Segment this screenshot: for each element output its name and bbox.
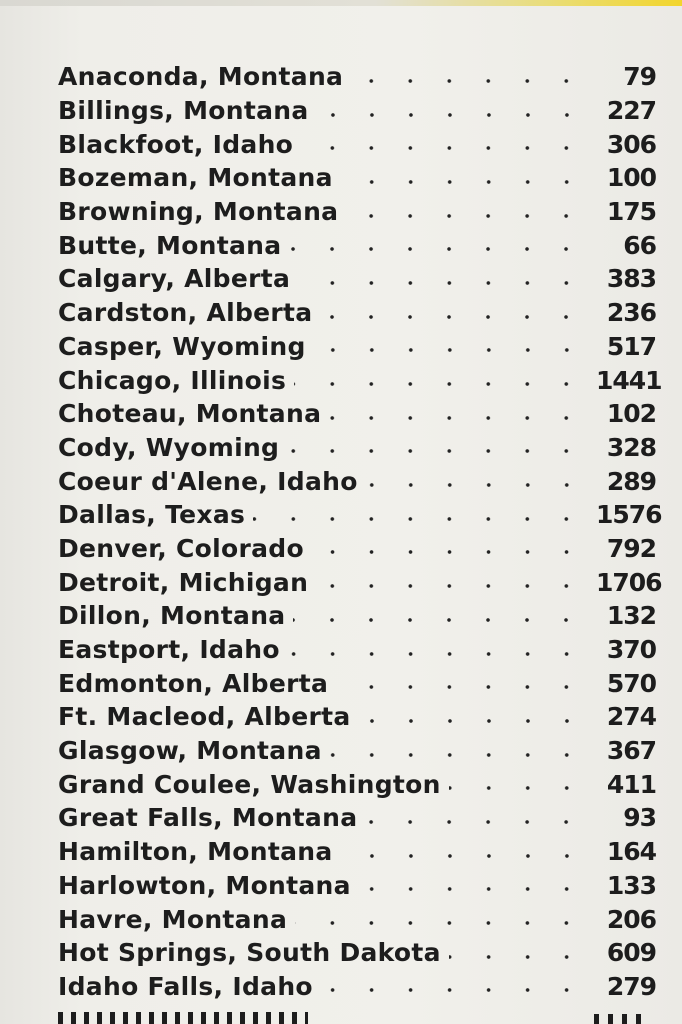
dot-leader	[449, 778, 596, 798]
city-name: Idaho Falls, Idaho	[58, 971, 313, 1001]
dot-leader	[298, 273, 596, 293]
distance-value: 227	[606, 96, 656, 126]
table-row	[58, 700, 656, 734]
cut-off-distance-text	[594, 1014, 650, 1024]
distance-value: 274	[606, 702, 656, 732]
distance-value: 1576	[596, 500, 662, 530]
dot-leader	[312, 542, 596, 562]
cut-off-next-row	[58, 1012, 656, 1024]
cut-off-city-text	[58, 1012, 308, 1024]
table-row	[58, 363, 662, 397]
city-name: Ft. Macleod, Alberta	[58, 702, 351, 732]
table-row	[58, 60, 656, 94]
distance-value: 279	[606, 971, 656, 1001]
dot-leader	[321, 980, 596, 1000]
city-name: Calgary, Alberta	[58, 264, 291, 294]
distance-value: 1706	[596, 567, 662, 597]
dot-leader	[329, 408, 596, 428]
table-row	[58, 869, 656, 903]
distance-value: 79	[623, 62, 656, 92]
city-name: Chicago, Illinois	[58, 365, 287, 395]
dot-leader	[317, 105, 596, 125]
distance-value: 175	[606, 197, 656, 227]
dot-leader	[330, 745, 596, 765]
city-name: Eastport, Idaho	[58, 635, 280, 665]
distance-value: 609	[606, 938, 656, 968]
distance-value: 517	[606, 331, 656, 361]
city-name: Detroit, Michigan	[58, 567, 309, 597]
distance-value: 792	[606, 533, 656, 563]
city-name: Anaconda, Montana	[58, 62, 344, 92]
dot-leader	[341, 846, 596, 866]
city-name: Cardston, Alberta	[58, 298, 313, 328]
city-name: Hot Springs, South Dakota	[58, 938, 441, 968]
city-name: Havre, Montana	[58, 904, 288, 934]
table-row	[58, 767, 656, 801]
dot-leader	[359, 879, 596, 899]
city-name: Great Falls, Montana	[58, 803, 358, 833]
dot-leader	[289, 239, 596, 259]
table-row	[58, 902, 656, 936]
dot-leader	[294, 374, 596, 394]
table-row	[58, 431, 656, 465]
table-row	[58, 94, 656, 128]
dot-leader	[287, 441, 596, 461]
distance-value: 383	[606, 264, 656, 294]
dot-leader	[295, 913, 596, 933]
distance-value: 1441	[596, 365, 662, 395]
page-top-edge	[0, 0, 682, 6]
dot-leader	[301, 138, 596, 158]
city-name: Edmonton, Alberta	[58, 668, 329, 698]
table-row	[58, 532, 656, 566]
table-row	[58, 801, 656, 835]
table-row	[58, 464, 656, 498]
dot-leader	[320, 307, 596, 327]
city-name: Harlowton, Montana	[58, 870, 351, 900]
distance-value: 367	[606, 736, 656, 766]
table-row	[58, 599, 656, 633]
city-name: Hamilton, Montana	[58, 837, 333, 867]
table-row	[58, 228, 656, 262]
distance-value: 306	[606, 129, 656, 159]
table-row	[58, 397, 656, 431]
dot-leader	[449, 947, 596, 967]
city-name: Browning, Montana	[58, 197, 339, 227]
table-row	[58, 565, 662, 599]
city-name: Blackfoot, Idaho	[58, 129, 294, 159]
table-row	[58, 330, 656, 364]
city-name: Glasgow, Montana	[58, 736, 322, 766]
table-row	[58, 296, 656, 330]
distance-value: 411	[606, 769, 656, 799]
city-name: Cody, Wyoming	[58, 432, 280, 462]
table-row	[58, 498, 662, 532]
distance-value: 66	[623, 230, 656, 260]
dot-leader	[336, 677, 596, 697]
city-name: Coeur d'Alene, Idaho	[58, 466, 358, 496]
distance-value: 133	[606, 870, 656, 900]
distance-value: 93	[623, 803, 656, 833]
dot-leader	[351, 71, 596, 91]
dot-leader	[346, 206, 596, 226]
city-name: Butte, Montana	[58, 230, 282, 260]
table-row	[58, 936, 656, 970]
distance-value: 164	[606, 837, 656, 867]
dot-leader	[288, 644, 596, 664]
dot-leader	[316, 576, 596, 596]
distance-value: 100	[606, 163, 656, 193]
city-name: Choteau, Montana	[58, 399, 322, 429]
distance-value: 102	[606, 399, 656, 429]
table-row	[58, 127, 656, 161]
distance-value: 206	[606, 904, 656, 934]
distance-table	[58, 60, 662, 1003]
distance-value: 132	[606, 601, 656, 631]
city-name: Grand Coulee, Washington	[58, 769, 441, 799]
dot-leader	[359, 711, 596, 731]
table-row	[58, 835, 656, 869]
dot-leader	[293, 610, 596, 630]
city-name: Dillon, Montana	[58, 601, 286, 631]
distance-value: 236	[606, 298, 656, 328]
city-name: Denver, Colorado	[58, 533, 304, 563]
city-name: Bozeman, Montana	[58, 163, 333, 193]
table-row	[58, 195, 656, 229]
table-row	[58, 262, 656, 296]
table-row	[58, 734, 656, 768]
city-name: Casper, Wyoming	[58, 331, 306, 361]
distance-value: 370	[606, 635, 656, 665]
dot-leader	[253, 509, 596, 529]
dot-leader	[366, 475, 596, 495]
dot-leader	[341, 172, 596, 192]
dot-leader	[365, 812, 596, 832]
table-row	[58, 633, 656, 667]
table-row	[58, 970, 656, 1004]
table-row	[58, 161, 656, 195]
distance-value: 289	[606, 466, 656, 496]
city-name: Billings, Montana	[58, 96, 309, 126]
distance-value: 328	[606, 432, 656, 462]
table-row	[58, 666, 656, 700]
distance-value: 570	[606, 668, 656, 698]
city-name: Dallas, Texas	[58, 500, 246, 530]
dot-leader	[314, 340, 596, 360]
